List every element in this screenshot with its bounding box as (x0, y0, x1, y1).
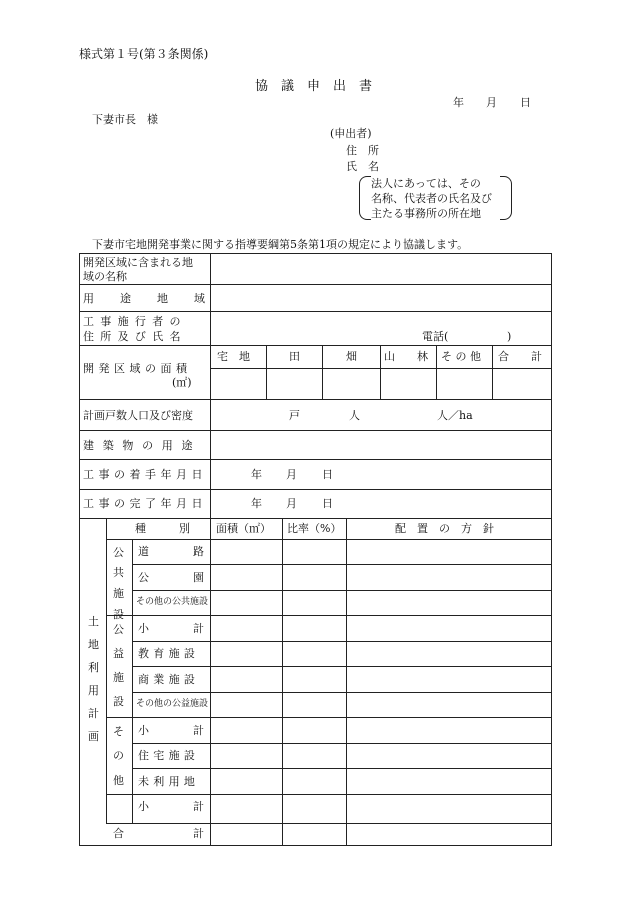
section-char-1: 土 (88, 615, 99, 628)
section-char-4: 用 (88, 684, 99, 697)
area-col-residential: 宅 地 (217, 350, 250, 363)
section-char-2: 地 (88, 638, 99, 651)
unused-label: 未利用地 (138, 775, 200, 788)
applicant-label: (申出者) (330, 127, 372, 140)
right-bracket (500, 176, 512, 220)
area-col-other: そ の 他 (441, 350, 481, 363)
dev-area-name-label-2: 域の名称 (83, 270, 127, 283)
end-date-label: 工事の完了年月日 (83, 497, 207, 510)
benefit-char-3: 施 (113, 671, 124, 684)
benefit-char-1: 公 (113, 623, 124, 636)
document-title: 協 議 申 出 書 (255, 79, 373, 94)
section-char-5: 計 (88, 707, 99, 720)
area-col-field: 畑 (346, 350, 357, 363)
density-label: 計画戸数人口及び密度 (83, 409, 193, 422)
other-subtotal-label: 小 計 (138, 800, 204, 813)
area-unit: (㎡) (172, 376, 192, 389)
persons-unit: 人 (349, 409, 360, 422)
end-year: 年 (251, 497, 262, 510)
residential-label: 住宅施設 (138, 749, 200, 762)
dev-area-name-label-1: 開発区域に含まれる地 (83, 256, 193, 269)
phone-close: ) (507, 330, 512, 343)
form-number: 様式第１号(第３条関係) (79, 47, 209, 61)
households-unit: 戸 (289, 409, 300, 422)
end-day: 日 (322, 497, 333, 510)
land-use-policy-header: 配 置 の 方 針 (395, 522, 494, 535)
application-form-table (79, 253, 552, 846)
section-char-6: 画 (88, 730, 99, 743)
left-bracket (359, 176, 371, 220)
section-char-3: 利 (88, 661, 99, 674)
commerce-label: 商業施設 (138, 673, 200, 686)
contractor-label-2: 住所及び氏名 (83, 330, 187, 343)
public-subtotal-label: 小 計 (138, 622, 204, 635)
land-use-area-header: 面積（㎡） (216, 522, 271, 535)
start-date-label: 工事の着手年月日 (83, 468, 207, 481)
public-char-2: 共 (113, 566, 124, 579)
corp-note-line-3: 主たる事務所の所在地 (371, 207, 481, 220)
start-month: 月 (286, 468, 297, 481)
benefit-subtotal-label: 小 計 (138, 724, 204, 737)
contractor-label-1: 工事施行者の (83, 315, 187, 328)
public-char-3: 施 (113, 587, 124, 600)
other-char-3: 他 (113, 774, 124, 787)
building-use-label: 建築物の用途 (83, 439, 202, 452)
benefit-char-4: 設 (113, 695, 124, 708)
start-day: 日 (322, 468, 333, 481)
other-public-label: その他の公共施設 (136, 597, 209, 607)
end-month: 月 (286, 497, 297, 510)
phone-label: 電話( (422, 330, 449, 343)
address-label: 住 所 (346, 144, 379, 157)
corp-note-line-1: 法人にあっては、その (371, 177, 481, 190)
education-label: 教育施設 (138, 647, 200, 660)
addressee: 下妻市長 様 (92, 113, 158, 126)
land-use-ratio-header: 比率（%） (287, 522, 342, 535)
zoning-label: 用 途 地 域 (83, 292, 205, 305)
name-label: 氏 名 (346, 160, 379, 173)
date-day-label: 日 (520, 96, 531, 109)
per-ha-unit: 人／ha (437, 409, 473, 422)
area-col-total: 合 計 (498, 350, 542, 363)
other-char-1: そ (113, 725, 124, 738)
other-char-2: の (113, 749, 124, 762)
area-col-paddy: 田 (289, 350, 300, 363)
public-char-1: 公 (113, 546, 124, 559)
date-month-label: 月 (486, 96, 497, 109)
grand-total-label: 合 計 (113, 827, 204, 840)
land-use-type-header: 種 別 (135, 522, 190, 535)
corp-note-line-2: 名称、代表者の氏名及び (371, 192, 492, 205)
other-benefit-label: その他の公益施設 (136, 699, 209, 709)
date-year-label: 年 (453, 96, 464, 109)
area-col-forest: 山 林 (384, 350, 428, 363)
statement: 下妻市宅地開発事業に関する指導要綱第5条第1項の規定により協議します。 (92, 238, 469, 251)
public-char-4: 設 (113, 608, 124, 621)
area-label: 開発区域の面積 (83, 362, 192, 375)
road-label: 道 路 (138, 545, 204, 558)
benefit-char-2: 益 (113, 647, 124, 660)
park-label: 公 園 (138, 571, 204, 584)
start-year: 年 (251, 468, 262, 481)
